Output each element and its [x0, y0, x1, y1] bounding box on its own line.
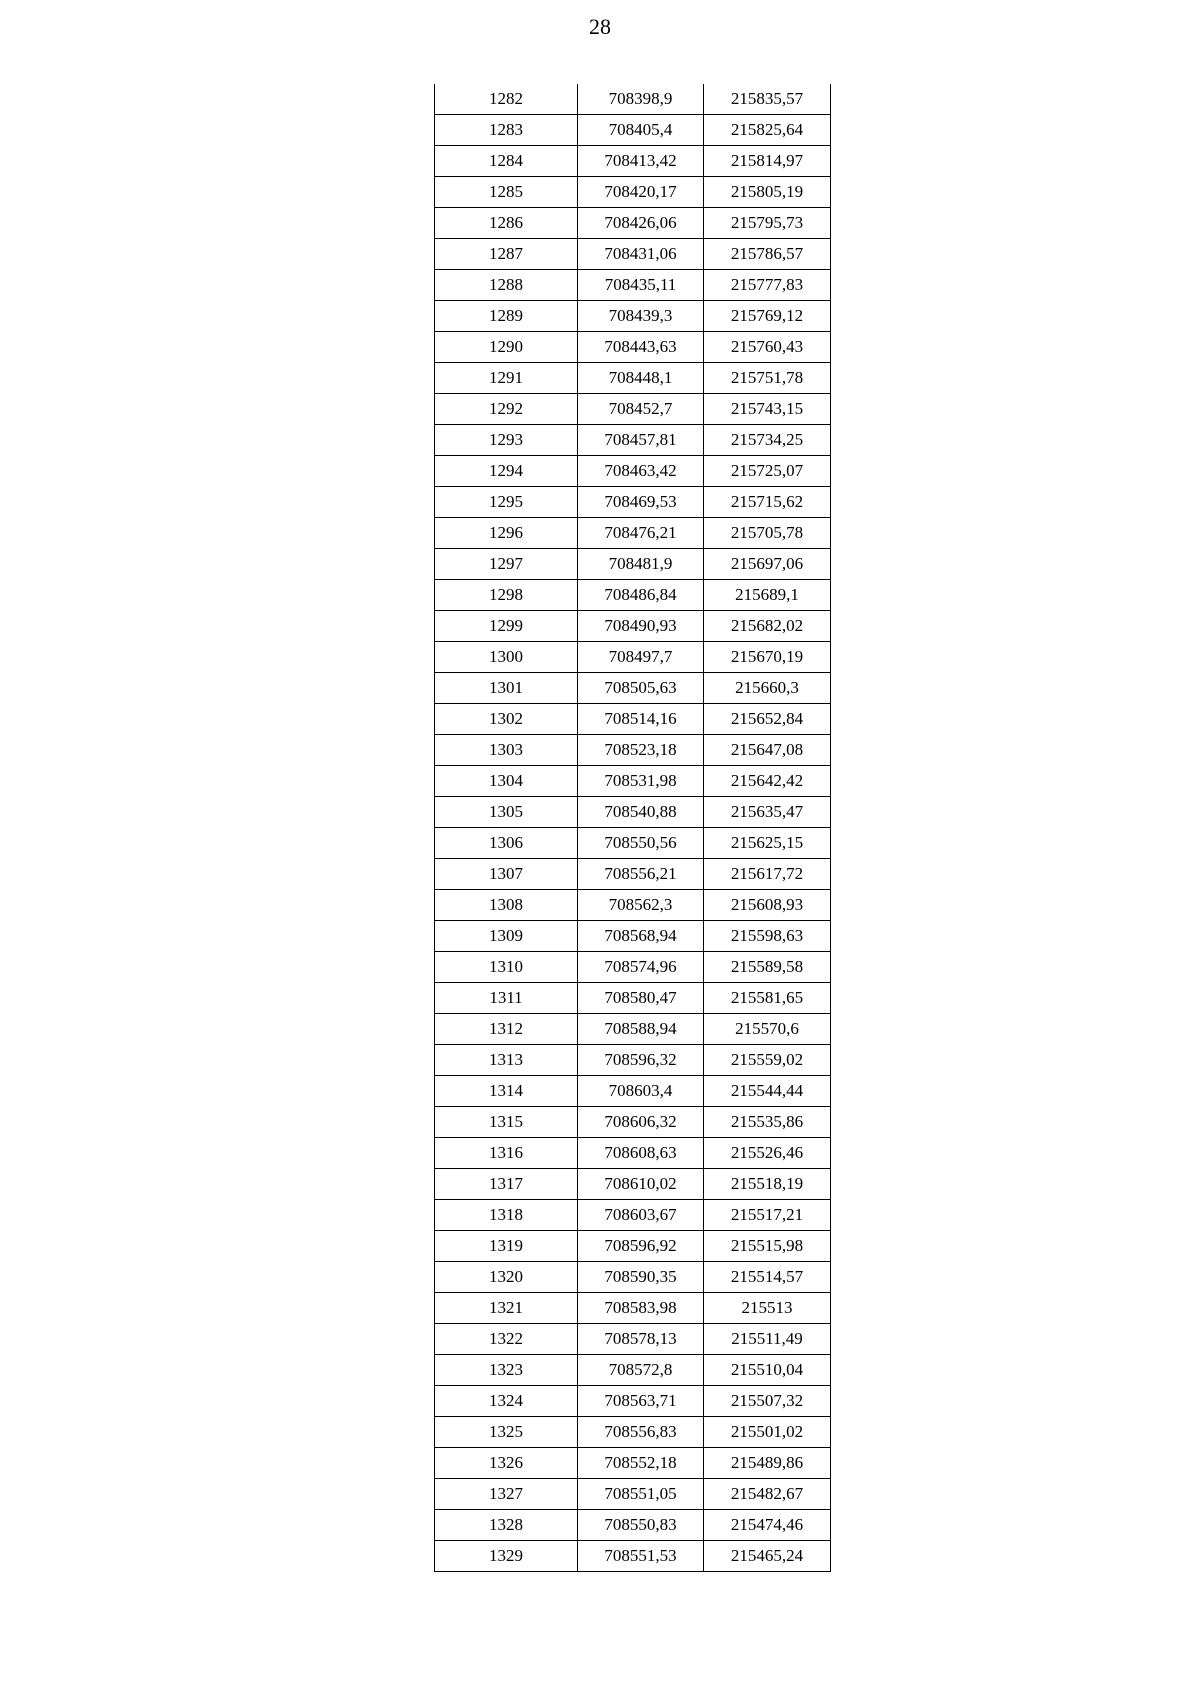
y-coordinate-cell: 215570,6 [704, 1014, 831, 1045]
point-number-cell: 1315 [435, 1107, 578, 1138]
point-number-cell: 1320 [435, 1262, 578, 1293]
y-coordinate-cell: 215510,04 [704, 1355, 831, 1386]
y-coordinate-cell: 215515,98 [704, 1231, 831, 1262]
y-coordinate-cell: 215795,73 [704, 208, 831, 239]
x-coordinate-cell: 708556,83 [578, 1417, 704, 1448]
x-coordinate-cell: 708413,42 [578, 146, 704, 177]
table-row [435, 84, 831, 115]
y-coordinate-cell: 215647,08 [704, 735, 831, 766]
x-coordinate-cell: 708578,13 [578, 1324, 704, 1355]
point-number-cell: 1302 [435, 704, 578, 735]
x-coordinate-cell: 708590,35 [578, 1262, 704, 1293]
y-coordinate-cell: 215518,19 [704, 1169, 831, 1200]
table-row [435, 1138, 831, 1169]
point-number-cell: 1310 [435, 952, 578, 983]
point-number-cell: 1328 [435, 1510, 578, 1541]
x-coordinate-cell: 708583,98 [578, 1293, 704, 1324]
point-number-cell: 1314 [435, 1076, 578, 1107]
y-coordinate-cell: 215760,43 [704, 332, 831, 363]
x-coordinate-cell: 708610,02 [578, 1169, 704, 1200]
y-coordinate-cell: 215635,47 [704, 797, 831, 828]
x-coordinate-cell: 708572,8 [578, 1355, 704, 1386]
y-coordinate-cell: 215805,19 [704, 177, 831, 208]
y-coordinate-cell: 215589,58 [704, 952, 831, 983]
x-coordinate-cell: 708431,06 [578, 239, 704, 270]
y-coordinate-cell: 215814,97 [704, 146, 831, 177]
x-coordinate-cell: 708603,4 [578, 1076, 704, 1107]
point-number-cell: 1293 [435, 425, 578, 456]
point-number-cell: 1295 [435, 487, 578, 518]
point-number-cell: 1303 [435, 735, 578, 766]
y-coordinate-cell: 215697,06 [704, 549, 831, 580]
x-coordinate-cell: 708463,42 [578, 456, 704, 487]
point-number-cell: 1305 [435, 797, 578, 828]
x-coordinate-cell: 708457,81 [578, 425, 704, 456]
table-row [435, 1293, 831, 1324]
point-number-cell: 1327 [435, 1479, 578, 1510]
x-coordinate-cell: 708448,1 [578, 363, 704, 394]
y-coordinate-cell: 215526,46 [704, 1138, 831, 1169]
point-number-cell: 1308 [435, 890, 578, 921]
table-row [435, 425, 831, 456]
point-number-cell: 1311 [435, 983, 578, 1014]
y-coordinate-cell: 215715,62 [704, 487, 831, 518]
point-number-cell: 1325 [435, 1417, 578, 1448]
table-row [435, 1324, 831, 1355]
table-row [435, 1107, 831, 1138]
x-coordinate-cell: 708497,7 [578, 642, 704, 673]
y-coordinate-cell: 215507,32 [704, 1386, 831, 1417]
table-row [435, 1200, 831, 1231]
point-number-cell: 1309 [435, 921, 578, 952]
table-row [435, 1169, 831, 1200]
point-number-cell: 1316 [435, 1138, 578, 1169]
table-row [435, 208, 831, 239]
point-number-cell: 1307 [435, 859, 578, 890]
x-coordinate-cell: 708523,18 [578, 735, 704, 766]
x-coordinate-cell: 708435,11 [578, 270, 704, 301]
x-coordinate-cell: 708481,9 [578, 549, 704, 580]
y-coordinate-cell: 215751,78 [704, 363, 831, 394]
x-coordinate-cell: 708505,63 [578, 673, 704, 704]
table-row [435, 549, 831, 580]
x-coordinate-cell: 708580,47 [578, 983, 704, 1014]
x-coordinate-cell: 708405,4 [578, 115, 704, 146]
y-coordinate-cell: 215535,86 [704, 1107, 831, 1138]
x-coordinate-cell: 708420,17 [578, 177, 704, 208]
point-number-cell: 1306 [435, 828, 578, 859]
y-coordinate-cell: 215482,67 [704, 1479, 831, 1510]
table-row [435, 177, 831, 208]
x-coordinate-cell: 708551,53 [578, 1541, 704, 1572]
table-row [435, 1541, 831, 1572]
table-row [435, 1479, 831, 1510]
point-number-cell: 1291 [435, 363, 578, 394]
x-coordinate-cell: 708551,05 [578, 1479, 704, 1510]
x-coordinate-cell: 708552,18 [578, 1448, 704, 1479]
point-number-cell: 1324 [435, 1386, 578, 1417]
point-number-cell: 1290 [435, 332, 578, 363]
y-coordinate-cell: 215777,83 [704, 270, 831, 301]
point-number-cell: 1319 [435, 1231, 578, 1262]
x-coordinate-cell: 708476,21 [578, 518, 704, 549]
point-number-cell: 1304 [435, 766, 578, 797]
y-coordinate-cell: 215660,3 [704, 673, 831, 704]
x-coordinate-cell: 708426,06 [578, 208, 704, 239]
y-coordinate-cell: 215769,12 [704, 301, 831, 332]
point-number-cell: 1296 [435, 518, 578, 549]
table-row [435, 983, 831, 1014]
y-coordinate-cell: 215689,1 [704, 580, 831, 611]
point-number-cell: 1299 [435, 611, 578, 642]
point-number-cell: 1323 [435, 1355, 578, 1386]
point-number-cell: 1289 [435, 301, 578, 332]
y-coordinate-cell: 215598,63 [704, 921, 831, 952]
y-coordinate-cell: 215581,65 [704, 983, 831, 1014]
x-coordinate-cell: 708568,94 [578, 921, 704, 952]
y-coordinate-cell: 215501,02 [704, 1417, 831, 1448]
y-coordinate-cell: 215725,07 [704, 456, 831, 487]
x-coordinate-cell: 708588,94 [578, 1014, 704, 1045]
table-row [435, 766, 831, 797]
point-number-cell: 1326 [435, 1448, 578, 1479]
table-row [435, 456, 831, 487]
point-number-cell: 1283 [435, 115, 578, 146]
coordinates-table [434, 84, 831, 1572]
y-coordinate-cell: 215734,25 [704, 425, 831, 456]
point-number-cell: 1288 [435, 270, 578, 301]
table-row [435, 1355, 831, 1386]
x-coordinate-cell: 708531,98 [578, 766, 704, 797]
x-coordinate-cell: 708574,96 [578, 952, 704, 983]
point-number-cell: 1322 [435, 1324, 578, 1355]
point-number-cell: 1285 [435, 177, 578, 208]
y-coordinate-cell: 215511,49 [704, 1324, 831, 1355]
table-row [435, 332, 831, 363]
y-coordinate-cell: 215514,57 [704, 1262, 831, 1293]
point-number-cell: 1292 [435, 394, 578, 425]
table-row [435, 921, 831, 952]
x-coordinate-cell: 708606,32 [578, 1107, 704, 1138]
table-row [435, 146, 831, 177]
point-number-cell: 1297 [435, 549, 578, 580]
point-number-cell: 1313 [435, 1045, 578, 1076]
x-coordinate-cell: 708556,21 [578, 859, 704, 890]
x-coordinate-cell: 708563,71 [578, 1386, 704, 1417]
table-row [435, 487, 831, 518]
y-coordinate-cell: 215625,15 [704, 828, 831, 859]
table-row [435, 239, 831, 270]
table-row [435, 518, 831, 549]
y-coordinate-cell: 215743,15 [704, 394, 831, 425]
table-row [435, 115, 831, 146]
table-row [435, 1510, 831, 1541]
x-coordinate-cell: 708452,7 [578, 394, 704, 425]
table-row [435, 1231, 831, 1262]
point-number-cell: 1287 [435, 239, 578, 270]
table-row [435, 828, 831, 859]
x-coordinate-cell: 708398,9 [578, 84, 704, 115]
table-row [435, 1045, 831, 1076]
table-row [435, 1417, 831, 1448]
x-coordinate-cell: 708490,93 [578, 611, 704, 642]
y-coordinate-cell: 215465,24 [704, 1541, 831, 1572]
y-coordinate-cell: 215617,72 [704, 859, 831, 890]
page-number: 28 [589, 14, 611, 39]
x-coordinate-cell: 708439,3 [578, 301, 704, 332]
y-coordinate-cell: 215652,84 [704, 704, 831, 735]
table-row [435, 1386, 831, 1417]
point-number-cell: 1294 [435, 456, 578, 487]
point-number-cell: 1300 [435, 642, 578, 673]
x-coordinate-cell: 708596,92 [578, 1231, 704, 1262]
table-row [435, 797, 831, 828]
table-row [435, 611, 831, 642]
table-row [435, 1014, 831, 1045]
table-row [435, 890, 831, 921]
table-row [435, 673, 831, 704]
table-row [435, 270, 831, 301]
table-row [435, 642, 831, 673]
y-coordinate-cell: 215544,44 [704, 1076, 831, 1107]
point-number-cell: 1286 [435, 208, 578, 239]
point-number-cell: 1284 [435, 146, 578, 177]
x-coordinate-cell: 708443,63 [578, 332, 704, 363]
point-number-cell: 1329 [435, 1541, 578, 1572]
y-coordinate-cell: 215559,02 [704, 1045, 831, 1076]
y-coordinate-cell: 215642,42 [704, 766, 831, 797]
x-coordinate-cell: 708540,88 [578, 797, 704, 828]
x-coordinate-cell: 708562,3 [578, 890, 704, 921]
y-coordinate-cell: 215670,19 [704, 642, 831, 673]
table-row [435, 580, 831, 611]
y-coordinate-cell: 215705,78 [704, 518, 831, 549]
x-coordinate-cell: 708550,83 [578, 1510, 704, 1541]
point-number-cell: 1321 [435, 1293, 578, 1324]
point-number-cell: 1317 [435, 1169, 578, 1200]
x-coordinate-cell: 708596,32 [578, 1045, 704, 1076]
table-row [435, 394, 831, 425]
point-number-cell: 1298 [435, 580, 578, 611]
y-coordinate-cell: 215608,93 [704, 890, 831, 921]
table-row [435, 301, 831, 332]
y-coordinate-cell: 215513 [704, 1293, 831, 1324]
table-row [435, 859, 831, 890]
y-coordinate-cell: 215786,57 [704, 239, 831, 270]
table-row [435, 735, 831, 766]
x-coordinate-cell: 708550,56 [578, 828, 704, 859]
y-coordinate-cell: 215489,86 [704, 1448, 831, 1479]
table-row [435, 1448, 831, 1479]
y-coordinate-cell: 215825,64 [704, 115, 831, 146]
y-coordinate-cell: 215474,46 [704, 1510, 831, 1541]
table-body [435, 84, 831, 1572]
table-row [435, 1262, 831, 1293]
x-coordinate-cell: 708608,63 [578, 1138, 704, 1169]
point-number-cell: 1318 [435, 1200, 578, 1231]
x-coordinate-cell: 708603,67 [578, 1200, 704, 1231]
point-number-cell: 1301 [435, 673, 578, 704]
table-row [435, 363, 831, 394]
x-coordinate-cell: 708514,16 [578, 704, 704, 735]
y-coordinate-cell: 215517,21 [704, 1200, 831, 1231]
x-coordinate-cell: 708469,53 [578, 487, 704, 518]
point-number-cell: 1312 [435, 1014, 578, 1045]
table-row [435, 1076, 831, 1107]
x-coordinate-cell: 708486,84 [578, 580, 704, 611]
y-coordinate-cell: 215682,02 [704, 611, 831, 642]
point-number-cell: 1282 [435, 84, 578, 115]
table-row [435, 952, 831, 983]
y-coordinate-cell: 215835,57 [704, 84, 831, 115]
table-row [435, 704, 831, 735]
